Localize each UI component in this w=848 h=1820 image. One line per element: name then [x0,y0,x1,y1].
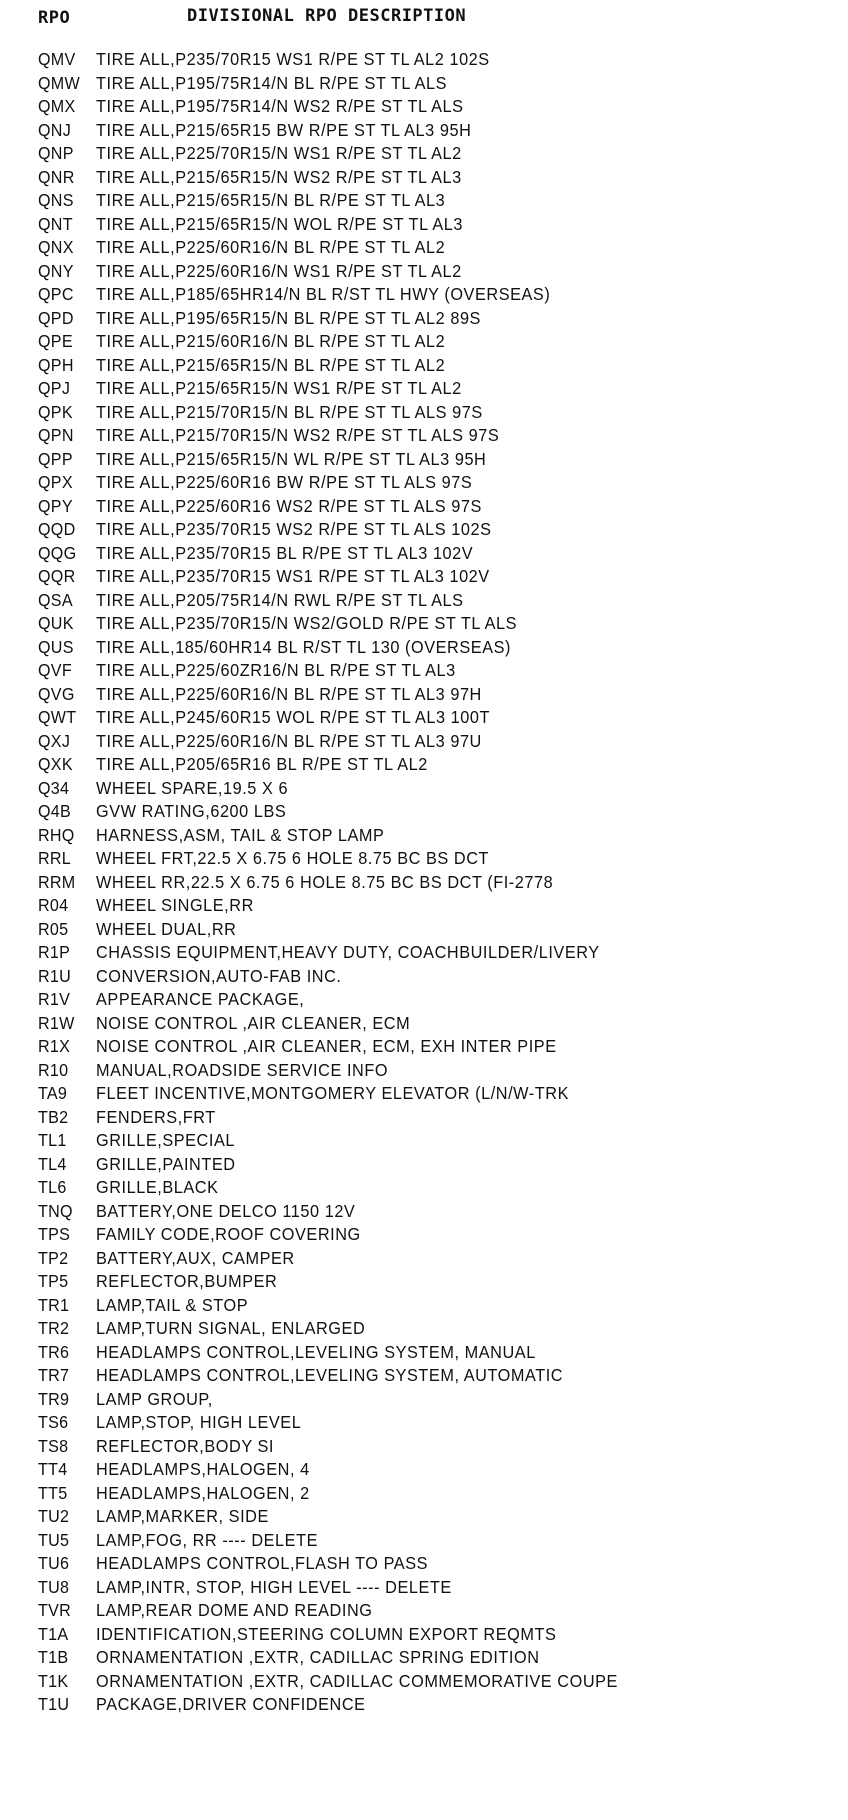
table-row [0,1458,848,1482]
rpo-code: TP5 [38,1271,69,1291]
rpo-code: QMW [38,72,80,93]
rpo-code: TB2 [38,1106,69,1127]
rpo-description: LAMP,TAIL & STOP [96,1294,249,1315]
rpo-description: TIRE ALL,P205/75R14/N RWL R/PE ST TL ALS [96,589,464,610]
table-row [0,1223,848,1247]
table-row [0,800,848,824]
table-row [0,95,848,119]
table-row [0,847,848,871]
table-row [0,824,848,848]
table-row [0,401,848,425]
table-row [0,1388,848,1412]
rpo-code: TS8 [38,1435,69,1456]
rpo-code: QNP [38,143,74,163]
rpo-description: TIRE ALL,P235/70R15 WS1 R/PE ST TL AL3 102V [96,566,490,586]
rpo-code: QQG [38,542,77,563]
rpo-description: LAMP,STOP, HIGH LEVEL [96,1412,302,1432]
rpo-description: TIRE ALL,P195/75R14/N BL R/PE ST TL ALS [96,72,448,93]
rpo-description: TIRE ALL,P215/60R16/N BL R/PE ST TL AL2 [96,331,446,351]
rpo-code: TP2 [38,1247,69,1268]
table-row [0,1576,848,1600]
table-row [0,189,848,213]
table-row [0,213,848,237]
rpo-description: BATTERY,AUX, CAMPER [96,1247,295,1268]
rpo-code: Q34 [38,777,70,798]
table-row [0,730,848,754]
rpo-description: LAMP,INTR, STOP, HIGH LEVEL ---- DELETE [96,1576,452,1597]
rpo-description: LAMP,REAR DOME AND READING [96,1600,373,1620]
table-row [0,330,848,354]
rpo-code: RRM [38,871,76,892]
rpo-code: R1U [38,965,72,986]
table-row [0,260,848,284]
table-row [0,1623,848,1647]
rpo-code: TR9 [38,1388,70,1409]
rpo-code: QPJ [38,378,71,398]
table-row [0,941,848,965]
rpo-description: TIRE ALL,P225/60R16/N BL R/PE ST TL AL3 97U [96,730,482,751]
table-row [0,142,848,166]
table-row [0,988,848,1012]
rpo-description: WHEEL RR,22.5 X 6.75 6 HOLE 8.75 BC BS DCT (FI-2778 [96,871,554,892]
rpo-code: QPE [38,331,73,351]
rpo-description: TIRE ALL,P225/60R16/N WS1 R/PE ST TL AL2 [96,260,462,281]
table-row [0,471,848,495]
rpo-code: QNR [38,166,75,187]
description-column-header: DIVISIONAL RPO DESCRIPTION [187,6,467,26]
table-row [0,1059,848,1083]
rpo-code: QWT [38,707,77,727]
rpo-description: HEADLAMPS CONTROL,FLASH TO PASS [96,1553,429,1573]
rpo-description: TIRE ALL,P235/70R15 WS1 R/PE ST TL AL2 102S [96,49,490,69]
table-row [0,659,848,683]
table-row [0,283,848,307]
rpo-code: QNY [38,260,74,281]
rpo-description: TIRE ALL,P195/75R14/N WS2 R/PE ST TL ALS [96,96,464,116]
rpo-description: GVW RATING,6200 LBS [96,801,287,821]
rpo-description: FLEET INCENTIVE,MONTGOMERY ELEVATOR (L/N/W-TRK [96,1083,570,1103]
rpo-description: WHEEL FRT,22.5 X 6.75 6 HOLE 8.75 BC BS DCT [96,848,490,868]
table-row [0,1035,848,1059]
rpo-description: LAMP,MARKER, SIDE [96,1506,269,1526]
rpo-description: NOISE CONTROL ,AIR CLEANER, ECM, EXH INTER PIPE [96,1036,557,1056]
rpo-code: TT4 [38,1459,68,1479]
rpo-description: TIRE ALL,P215/65R15/N WS2 R/PE ST TL AL3 [96,166,462,187]
rpo-code: TR7 [38,1365,70,1385]
table-row [0,1153,848,1177]
rpo-description: CONVERSION,AUTO-FAB INC. [96,965,342,986]
rpo-code: TS6 [38,1412,69,1432]
table-row [0,1012,848,1036]
rpo-description: TIRE ALL,P215/65R15/N WOL R/PE ST TL AL3 [96,213,463,234]
table-row [0,706,848,730]
rpo-description: TIRE ALL,P225/60R16 WS2 R/PE ST TL ALS 97S [96,495,482,516]
rpo-description: GRILLE,BLACK [96,1177,219,1197]
rpo-description: BATTERY,ONE DELCO 1150 12V [96,1200,356,1221]
table-row [0,683,848,707]
rpo-code: QNT [38,213,73,234]
rpo-code: QUS [38,636,74,657]
rpo-description: CHASSIS EQUIPMENT,HEAVY DUTY, COACHBUILDER/LIVERY [96,942,600,962]
rpo-code: T1K [38,1670,69,1691]
rpo-code: R1W [38,1012,75,1033]
table-row [0,565,848,589]
rpo-code: TL1 [38,1130,67,1150]
rpo-description: TIRE ALL,P225/60R16/N BL R/PE ST TL AL3 97H [96,683,482,704]
table-row [0,377,848,401]
rpo-code: TU8 [38,1576,70,1597]
rpo-description: MANUAL,ROADSIDE SERVICE INFO [96,1059,389,1080]
table-row [0,1482,848,1506]
rpo-code: QPH [38,354,74,375]
rpo-code: QPK [38,401,73,422]
rpo-code: QVG [38,683,75,704]
rpo-description: TIRE ALL,P215/65R15/N WL R/PE ST TL AL3 95H [96,448,487,469]
table-row [0,1270,848,1294]
rpo-description: PACKAGE,DRIVER CONFIDENCE [96,1694,366,1714]
rpo-code: T1B [38,1647,69,1667]
rpo-code: R04 [38,895,69,915]
rpo-description: REFLECTOR,BUMPER [96,1271,278,1291]
rpo-description: WHEEL SPARE,19.5 X 6 [96,777,289,798]
rpo-code: QPC [38,284,74,304]
rpo-description: TIRE ALL,P225/70R15/N WS1 R/PE ST TL AL2 [96,143,462,163]
table-row [0,1200,848,1224]
rpo-description: TIRE ALL,P215/70R15/N BL R/PE ST TL ALS 97S [96,401,483,422]
rpo-description: HEADLAMPS,HALOGEN, 2 [96,1482,310,1503]
rpo-description: TIRE ALL,P215/70R15/N WS2 R/PE ST TL ALS 97S [96,425,500,445]
rpo-description: TIRE ALL,P215/65R15/N BL R/PE ST TL AL2 [96,354,446,375]
table-row [0,1294,848,1318]
table-row [0,1435,848,1459]
rpo-code: QMX [38,96,76,116]
rpo-code: TU2 [38,1506,70,1526]
table-row [0,1082,848,1106]
table-row [0,1247,848,1271]
rpo-description: TIRE ALL,P235/70R15 BL R/PE ST TL AL3 102V [96,542,474,563]
table-row [0,918,848,942]
rpo-description: TIRE ALL,P215/65R15 BW R/PE ST TL AL3 95H [96,119,472,140]
table-row [0,612,848,636]
table-row [0,236,848,260]
rpo-code: QUK [38,613,74,633]
table-row [0,589,848,613]
table-row [0,354,848,378]
rpo-code: QPX [38,472,73,492]
table-row [0,1505,848,1529]
rpo-column-header: RPO [38,8,71,28]
rpo-description: TIRE ALL,P215/65R15/N WS1 R/PE ST TL AL2 [96,378,462,398]
table-row [0,307,848,331]
table-row [0,871,848,895]
rpo-code: QXJ [38,730,71,751]
rpo-list [0,48,848,1717]
rpo-code: TR6 [38,1341,70,1362]
rpo-code: QPP [38,448,73,469]
rpo-description: TIRE ALL,P205/65R16 BL R/PE ST TL AL2 [96,754,428,774]
rpo-description: HARNESS,ASM, TAIL & STOP LAMP [96,824,385,845]
rpo-code: QVF [38,660,72,680]
rpo-code: QPY [38,495,73,516]
rpo-description: GRILLE,SPECIAL [96,1130,235,1150]
rpo-code: R05 [38,918,69,939]
rpo-code: QNJ [38,119,72,140]
table-row [0,1341,848,1365]
table-row [0,1106,848,1130]
table-row [0,777,848,801]
table-row [0,1552,848,1576]
rpo-description: REFLECTOR,BODY SI [96,1435,275,1456]
rpo-code: TVR [38,1600,72,1620]
rpo-code: T1U [38,1694,70,1714]
rpo-description: FENDERS,FRT [96,1106,216,1127]
rpo-description: HEADLAMPS CONTROL,LEVELING SYSTEM, MANUAL [96,1341,536,1362]
table-row [0,72,848,96]
table-row [0,965,848,989]
rpo-code: QPN [38,425,74,445]
rpo-code: TR1 [38,1294,70,1315]
rpo-code: TPS [38,1224,71,1244]
rpo-description: APPEARANCE PACKAGE, [96,989,305,1009]
rpo-code: TR2 [38,1318,70,1338]
rpo-code: R10 [38,1059,69,1080]
rpo-description: NOISE CONTROL ,AIR CLEANER, ECM [96,1012,411,1033]
rpo-description: LAMP GROUP, [96,1388,213,1409]
table-row [0,48,848,72]
rpo-code: QNX [38,237,74,257]
rpo-description: LAMP,FOG, RR ---- DELETE [96,1529,318,1550]
rpo-description: TIRE ALL,P215/65R15/N BL R/PE ST TL AL3 [96,190,446,210]
table-row [0,1364,848,1388]
table-row [0,518,848,542]
rpo-code: TU5 [38,1529,70,1550]
rpo-code: QQD [38,519,76,539]
rpo-code: TL4 [38,1153,67,1174]
rpo-description: TIRE ALL,P225/60R16/N BL R/PE ST TL AL2 [96,237,446,257]
rpo-code: QMV [38,49,76,69]
rpo-code: R1V [38,989,71,1009]
table-header [0,2,848,32]
rpo-code: QNS [38,190,74,210]
rpo-description: IDENTIFICATION,STEERING COLUMN EXPORT REQMTS [96,1623,557,1644]
table-row [0,1670,848,1694]
rpo-code: RRL [38,848,72,868]
rpo-description: ORNAMENTATION ,EXTR, CADILLAC COMMEMORATIVE COUPE [96,1670,618,1691]
table-row [0,542,848,566]
rpo-description: LAMP,TURN SIGNAL, ENLARGED [96,1318,366,1338]
table-row [0,424,848,448]
rpo-code: TU6 [38,1553,70,1573]
rpo-description: FAMILY CODE,ROOF COVERING [96,1224,361,1244]
rpo-code: TA9 [38,1083,68,1103]
table-row [0,753,848,777]
table-row [0,1646,848,1670]
table-row [0,1317,848,1341]
table-row [0,166,848,190]
rpo-description: HEADLAMPS,HALOGEN, 4 [96,1459,310,1479]
rpo-description: TIRE ALL,P245/60R15 WOL R/PE ST TL AL3 100T [96,707,491,727]
rpo-description: HEADLAMPS CONTROL,LEVELING SYSTEM, AUTOMATIC [96,1365,564,1385]
rpo-description: TIRE ALL,P185/65HR14/N BL R/ST TL HWY (OVERSEAS) [96,284,551,304]
rpo-code: QPD [38,307,74,328]
table-row [0,636,848,660]
rpo-code: TL6 [38,1177,67,1197]
table-row [0,1129,848,1153]
rpo-code: RHQ [38,824,75,845]
rpo-description: TIRE ALL,P225/60R16 BW R/PE ST TL ALS 97S [96,472,473,492]
table-row [0,495,848,519]
rpo-description: TIRE ALL,185/60HR14 BL R/ST TL 130 (OVERSEAS) [96,636,511,657]
rpo-code: R1X [38,1036,71,1056]
rpo-description: TIRE ALL,P235/70R15 WS2 R/PE ST TL ALS 102S [96,519,492,539]
rpo-description: TIRE ALL,P195/65R15/N BL R/PE ST TL AL2 89S [96,307,481,328]
rpo-code: QSA [38,589,73,610]
rpo-code: R1P [38,942,71,962]
table-row [0,1693,848,1717]
rpo-code: Q4B [38,801,72,821]
rpo-code: TNQ [38,1200,73,1221]
rpo-description: ORNAMENTATION ,EXTR, CADILLAC SPRING EDITION [96,1647,540,1667]
rpo-code: QQR [38,566,76,586]
rpo-description: TIRE ALL,P225/60ZR16/N BL R/PE ST TL AL3 [96,660,456,680]
table-row [0,448,848,472]
rpo-description: TIRE ALL,P235/70R15/N WS2/GOLD R/PE ST TL ALS [96,613,518,633]
rpo-description: WHEEL DUAL,RR [96,918,237,939]
rpo-code: T1A [38,1623,69,1644]
table-row [0,1176,848,1200]
rpo-code: QXK [38,754,73,774]
rpo-description: GRILLE,PAINTED [96,1153,236,1174]
table-row [0,119,848,143]
table-row [0,894,848,918]
table-row [0,1599,848,1623]
table-row [0,1411,848,1435]
table-row [0,1529,848,1553]
rpo-code: TT5 [38,1482,68,1503]
rpo-description: WHEEL SINGLE,RR [96,895,254,915]
